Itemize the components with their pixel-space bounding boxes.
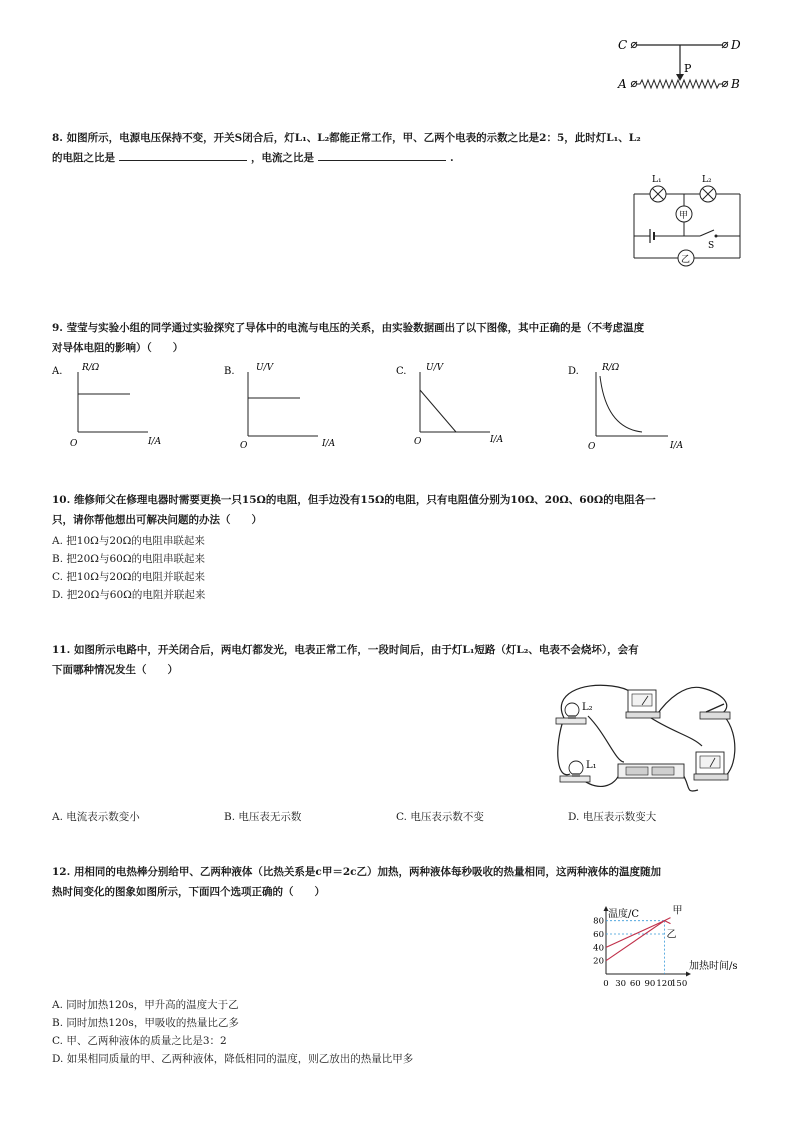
q9-graph-a[interactable] (50, 360, 170, 452)
series-label-yi: 乙 (666, 929, 677, 941)
q10-options (52, 532, 205, 604)
q12-line2: 热时间变化的图象如图所示，下面四个选项正确的（ ） (52, 886, 325, 898)
q8-meter-jia-label: 甲 (679, 211, 689, 221)
q8-meter-yi-label: 乙 (681, 255, 691, 265)
q9-graph-c-origin: O (414, 437, 422, 447)
q8-l2-label: L₂ (702, 175, 712, 185)
slider-p-label: P (684, 62, 692, 75)
y-tick-label: 60 (593, 930, 604, 940)
q9-graph-d[interactable] (566, 360, 690, 454)
q9-line1: 9. 莹莹与实验小组的同学通过实验探究了导体中的电流与电压的关系，由实验数据画出了以下图像，其中正确的是（不考虑温度 (52, 322, 645, 334)
q11-circuit-photo (552, 676, 742, 798)
x-axis-arrow (686, 972, 691, 977)
q10-option-a[interactable]: A. 把10Ω与20Ω的电阻串联起来 (52, 535, 205, 547)
question-8 (52, 128, 641, 168)
q9-graph-b-xlabel: I/A (322, 439, 336, 449)
q10-line1: 10. 维修师父在修理电器时需要更换一只15Ω的电阻，但手边没有15Ω的电阻，只有电阻值分别为10Ω、20Ω、60Ω的电阻各一 (52, 494, 656, 506)
q12-chart-ylabel: 温度/C (608, 909, 640, 920)
q8-circuit-figure (624, 172, 744, 272)
q9-graph-c-letter: C. (396, 366, 407, 377)
q8-switch-s-label: S (708, 241, 715, 251)
x-tick-label: 60 (629, 979, 641, 989)
terminal-d-label: D (731, 38, 741, 52)
q11-option-a[interactable]: A. 电流表示数变小 (52, 811, 140, 823)
terminal-b-label: B (731, 77, 740, 91)
rheostat-figure (612, 32, 752, 94)
question-11 (52, 640, 639, 680)
q9-graph-c-ylabel: U/V (426, 363, 444, 373)
q8-blank-current-ratio[interactable] (318, 148, 446, 161)
question-12 (52, 862, 661, 902)
q9-graph-d-origin: O (588, 442, 596, 452)
y-tick-label: 80 (593, 916, 604, 927)
q9-graph-c[interactable] (394, 360, 514, 452)
series-line-jia (606, 918, 671, 948)
q12-option-d[interactable]: D. 如果相同质量的甲、乙两种液体，降低相同的温度，则乙放出的热量比甲多 (52, 1053, 414, 1065)
question-9 (52, 318, 644, 358)
q9-graph-a-letter: A. (52, 366, 63, 377)
q9-graph-a-ylabel: R/Ω (82, 363, 100, 373)
q9-graph-d-ylabel: R/Ω (602, 363, 620, 373)
q9-graph-b-ylabel: U/V (256, 363, 274, 373)
q9-graph-d-xlabel: I/A (670, 441, 684, 451)
q11-line2: 下面哪种情况发生（ ） (52, 664, 178, 676)
q12-option-b[interactable]: B. 同时加热120s，甲吸收的热量比乙多 (52, 1017, 239, 1029)
q9-graph-b-letter: B. (224, 366, 235, 377)
terminal-a-label: A (618, 77, 627, 91)
q11-options (52, 808, 752, 826)
q11-l2-label: L₂ (582, 702, 593, 713)
x-tick-label: 30 (615, 979, 627, 989)
q8-line1: 8. 如图所示，电源电压保持不变，开关S闭合后，灯L₁、L₂都能正常工作，甲、乙两个电表的示数之比是2：5，此时灯L₁、L₂ (52, 132, 641, 144)
q9-graph-a-origin: O (70, 439, 78, 449)
q9-graph-d-letter: D. (568, 366, 579, 377)
q10-option-c[interactable]: C. 把10Ω与20Ω的电阻并联起来 (52, 571, 205, 583)
q11-option-b[interactable]: B. 电压表无示数 (224, 811, 302, 823)
x-tick-label: 90 (644, 979, 656, 989)
q9-graph-c-xlabel: I/A (490, 435, 504, 445)
q11-l1-label: L₁ (586, 760, 597, 771)
q12-temperature-chart (588, 902, 748, 990)
q9-graph-b-origin: O (240, 441, 248, 451)
q8-blank-resistance-ratio[interactable] (119, 148, 247, 161)
q9-graph-a-xlabel: I/A (148, 437, 162, 447)
series-label-jia: 甲 (672, 905, 683, 917)
q12-line1: 12. 用相同的电热棒分别给甲、乙两种液体（比热关系是c甲＝2c乙）加热，两种液体每秒吸收的热量相同，这两种液体的温度随加 (52, 866, 662, 878)
q12-chart-xlabel: 加热时间/s (689, 961, 738, 972)
q8-line2: 的电阻之比是 ，电流之比是 . (52, 148, 641, 168)
series-line-yi (606, 921, 671, 961)
q12-options (52, 996, 413, 1068)
q12-option-a[interactable]: A. 同时加热120s，甲升高的温度大于乙 (52, 999, 239, 1011)
x-tick-label: 0 (603, 979, 609, 989)
y-tick-label: 40 (593, 943, 604, 954)
y-tick-label: 20 (593, 956, 604, 967)
terminal-c-label: C (618, 38, 628, 52)
q10-line2: 只，请你帮他想出可解决问题的办法（ ） (52, 514, 262, 526)
q12-option-c[interactable]: C. 甲、乙两种液体的质量之比是3：2 (52, 1035, 227, 1047)
q11-option-d[interactable]: D. 电压表示数变大 (568, 811, 657, 823)
q9-line2: 对导体电阻的影响）（ ） (52, 342, 184, 354)
q9-graph-b[interactable] (222, 360, 346, 452)
question-10 (52, 490, 656, 530)
q11-line1: 11. 如图所示电路中，开关闭合后，两电灯都发光，电表正常工作，一段时间后，由于灯L₁短路（灯L₂、电表不会烧坏），会有 (52, 644, 639, 656)
q10-option-d[interactable]: D. 把20Ω与60Ω的电阻并联起来 (52, 589, 206, 601)
q11-option-c[interactable]: C. 电压表示数不变 (396, 811, 484, 823)
q8-l1-label: L₁ (652, 175, 662, 185)
x-tick-label: 150 (671, 979, 688, 989)
q10-option-b[interactable]: B. 把20Ω与60Ω的电阻串联起来 (52, 553, 206, 565)
x-tick-label: 120 (656, 979, 673, 989)
